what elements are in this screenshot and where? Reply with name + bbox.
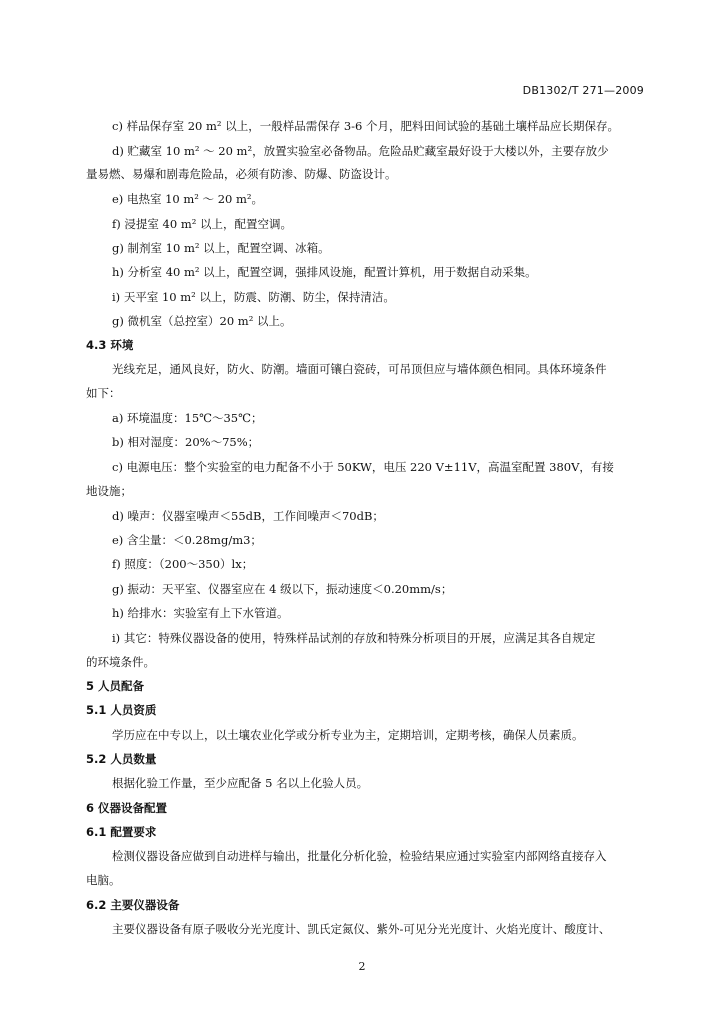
staffing-paragraph: 根据化验工作量，至少应配备 5 名以上化验人员。 [112,776,369,790]
env-item-other-cont: 的环境条件。 [86,655,155,669]
section-heading-5-2: 5.2 人员数量 [86,752,157,766]
env-item-dust: e) 含尘量：＜0.28mg/m3； [112,533,262,547]
item-c-sample-storage: c) 样品保存室 20 m² 以上，一般样品需保存 3-6 个月，肥料田间试验的基础土壤样品应长期保存。 [112,119,620,133]
env-item-noise: d) 噪声：仪器室噪声＜55dB，工作间噪声＜70dB； [112,509,384,523]
item-i-balance-room: i) 天平室 10 m² 以上，防震、防潮、防尘，保持清洁。 [112,290,395,304]
env-item-power: c) 电源电压：整个实验室的电力配备不小于 50KW，电压 220 V±11V，高温室配置 380V，有接 [112,460,614,474]
item-g-computer-room: g) 微机室（总控室）20 m² 以上。 [112,314,292,328]
env-item-power-cont: 地设施； [86,484,132,498]
environment-paragraph-cont: 如下： [86,386,121,400]
item-e-heating-room: e) 电热室 10 m² ～ 20 m²。 [112,192,264,206]
env-item-other: i) 其它：特殊仪器设备的使用，特殊样品试剂的存放和特殊分析项目的开展，应满足其各自规定 [112,631,596,645]
section-heading-5-1: 5.1 人员资质 [86,703,157,717]
section-heading-6: 6 仪器设备配置 [86,801,168,815]
item-h-analysis-room: h) 分析室 40 m² 以上，配置空调，强排风设施，配置计算机，用于数据自动采集。 [112,265,537,279]
section-heading-4-3: 4.3 环境 [86,338,134,352]
section-heading-6-2: 6.2 主要仪器设备 [86,898,180,912]
item-f-extraction-room: f) 浸提室 40 m² 以上，配置空调。 [112,217,293,231]
env-item-water: h) 给排水：实验室有上下水管道。 [112,606,289,620]
section-heading-6-1: 6.1 配置要求 [86,825,157,839]
requirements-paragraph-cont: 电脑。 [86,873,121,887]
page-number: 2 [358,960,366,973]
env-item-temperature: a) 环境温度：15℃～35℃； [112,411,263,425]
item-g-preparation-room: g) 制剂室 10 m² 以上，配置空调、冰箱。 [112,241,330,255]
item-d-storage-room: d) 贮藏室 10 m² ～ 20 m²，放置实验室必备物品。危险品贮藏室最好设于大楼以外，主要存放少 [112,144,609,158]
qualification-paragraph: 学历应在中专以上，以土壤农业化学或分析专业为主，定期培训，定期考核，确保人员素质。 [112,728,584,742]
equipment-paragraph: 主要仪器设备有原子吸收分光光度计、凯氏定氮仪、紫外-可见分光光度计、火焰光度计、酸度计、 [112,922,611,936]
item-d-continuation: 量易燃、易爆和剧毒危险品，必须有防渗、防爆、防盗设计。 [86,167,397,181]
standard-number: DB1302/T 271—2009 [522,84,644,97]
requirements-paragraph: 检测仪器设备应做到自动进样与输出，批量化分析化验，检验结果应通过实验室内部网络直接存入 [112,849,607,863]
section-heading-5: 5 人员配备 [86,679,145,693]
env-item-illuminance: f) 照度：（200～350）lx； [112,557,254,571]
env-item-vibration: g) 振动：天平室、仪器室应在 4 级以下，振动速度＜0.20mm/s； [112,582,453,596]
environment-paragraph: 光线充足，通风良好，防火、防潮。墙面可镶白瓷砖，可吊顶但应与墙体颜色相同。具体环境条件 [112,362,607,376]
env-item-humidity: b) 相对湿度：20%～75%； [112,435,260,449]
